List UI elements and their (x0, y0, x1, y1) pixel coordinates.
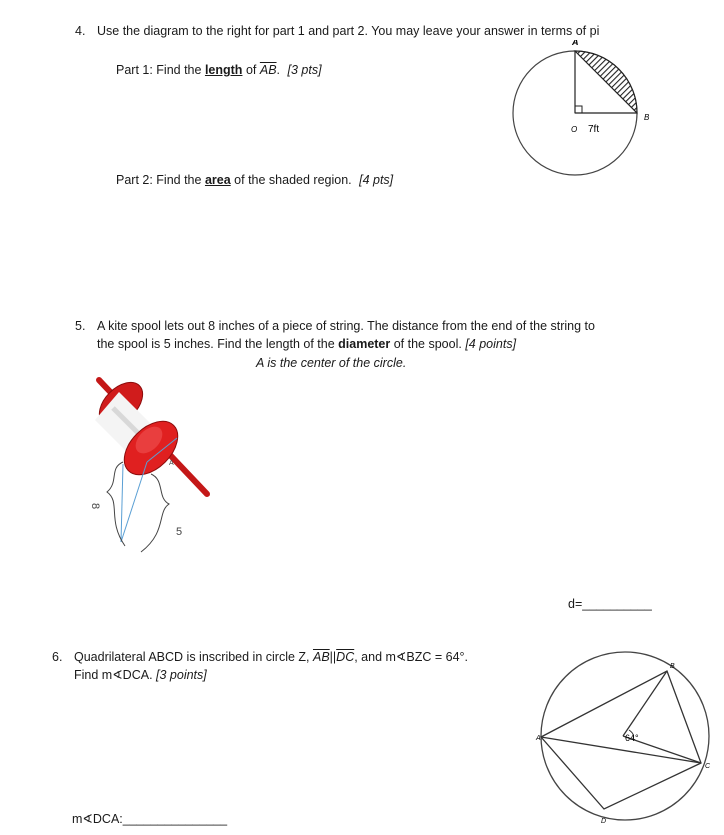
q4-shaded-segment (575, 51, 637, 113)
kite-spool-figure (85, 370, 225, 570)
q4-part2-points: [4 pts] (359, 173, 394, 187)
q4-part2-keyword: area (204, 173, 231, 187)
q6-seg-ab: $\overline{AB}$ (312, 650, 330, 664)
q6-quadrilateral (541, 671, 701, 809)
q5-answer-label: d= (568, 597, 583, 611)
label-8: 8 (89, 503, 101, 510)
q4-part2 (116, 171, 393, 189)
q5-keyword: diameter (338, 337, 391, 351)
q5-answer (568, 595, 652, 613)
q4-part1-of: of (245, 63, 257, 77)
q6-radius-zb (623, 671, 667, 736)
q6-angle-label: 64° (625, 733, 639, 743)
q6-prompt (52, 648, 522, 684)
q4-part2-lead: Part 2: Find the (116, 173, 202, 187)
q6-number: 6. (52, 650, 63, 664)
q4-part1-lead: Part 1: Find the (116, 63, 202, 77)
q4-label-o: O (571, 125, 578, 134)
q4-prompt (75, 22, 715, 40)
q5-line1: A kite spool lets out 8 inches of a piece of string. The distance from the end of the string to (97, 319, 595, 333)
q6-answer-label: m∢DCA: (72, 812, 123, 826)
q4-part1-arc: $\overline{AB}$ (259, 63, 277, 77)
q5-answer-blank[interactable]: __________ (582, 597, 652, 611)
q6-diagonal-ac (541, 737, 701, 763)
q4-number: 4. (75, 24, 86, 38)
q4-part1-keyword: length (204, 63, 243, 77)
q6-line2: Find m∢DCA. (74, 668, 153, 682)
q6-label-c: C (705, 763, 711, 770)
q6-points: [3 points] (156, 668, 207, 682)
q5-prompt (75, 317, 715, 353)
q4-part2-rest: of the shaded region. (234, 173, 352, 187)
label-5: 5 (176, 526, 183, 538)
q6-label-b: B (670, 663, 675, 670)
q5-number: 5. (75, 319, 86, 333)
q4-circle-diagram (500, 40, 670, 190)
q6-line1-lead: Quadrilateral ABCD is inscribed in circle Z, (74, 650, 310, 664)
q6-seg-dc: $\overline{DC}$ (336, 650, 355, 664)
brace-5 (141, 474, 169, 552)
q6-label-d: D (601, 818, 607, 825)
q5-note: A is the center of the circle. (256, 356, 407, 370)
q4-prompt-text: Use the diagram to the right for part 1 and part 2. You may leave your answer in terms of pi (97, 24, 600, 38)
q6-line1-rest: , and m∢BZC = 64°. (354, 650, 469, 664)
q5-line2-rest: of the spool. (393, 337, 462, 351)
secant-line (121, 464, 123, 542)
q4-part1-points: [3 pts] (287, 63, 322, 77)
q6-answer (72, 810, 227, 828)
q5-points: [4 points] (465, 337, 517, 351)
label-a-center: A (169, 460, 174, 467)
q4-part1: Part 1: Find the length of $\overline{AB}$. [3 pts] (116, 63, 322, 77)
q5-line2-lead: the spool is 5 inches. Find the length of the (97, 337, 335, 351)
q4-radius-label: 7ft (588, 124, 600, 135)
q4-label-b: B (644, 113, 650, 122)
q4-label-a: A (572, 40, 579, 47)
q6-circle-diagram (525, 640, 724, 835)
q6-answer-blank[interactable]: _______________ (122, 812, 228, 826)
q6-parallel: || (329, 650, 337, 664)
q6-label-a: A (536, 735, 541, 742)
q4-right-angle-mark (575, 106, 582, 113)
